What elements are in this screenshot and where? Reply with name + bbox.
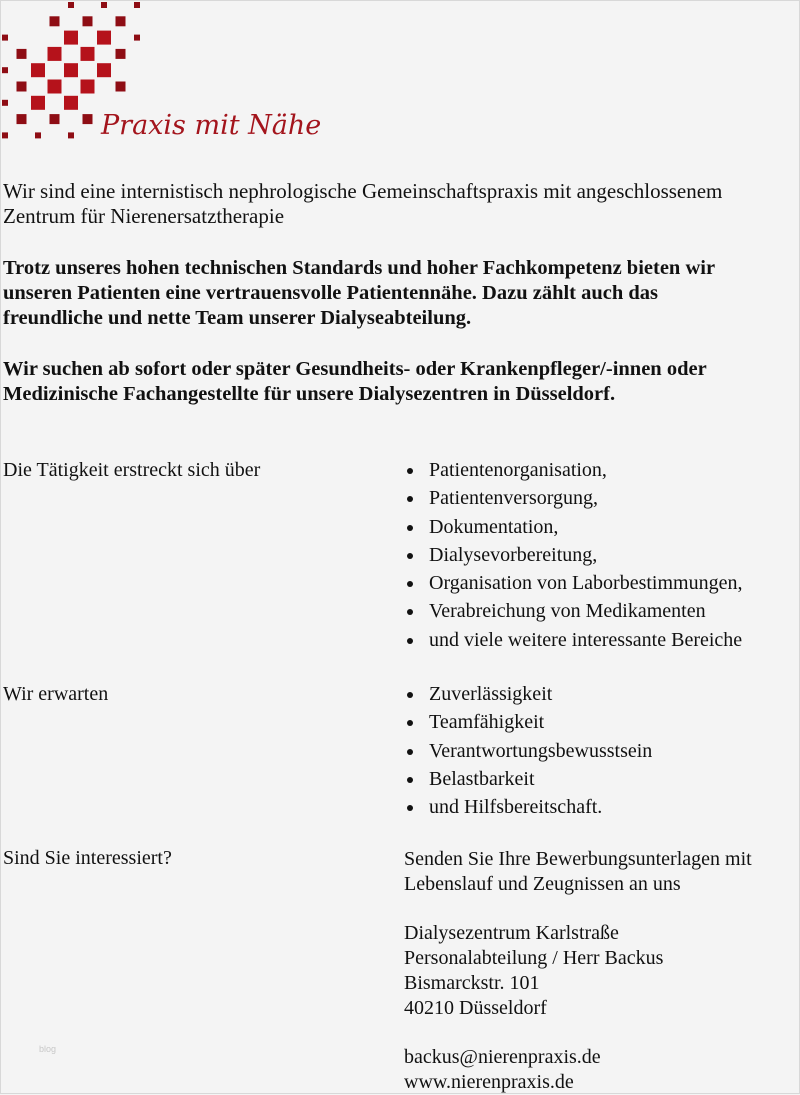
logo-square — [35, 132, 41, 138]
logo-square — [101, 2, 107, 8]
logo-square — [81, 47, 95, 61]
logo-wordmark: Praxis mit Nähe — [101, 110, 322, 141]
email-link[interactable]: backus@nierenpraxis.de — [404, 1046, 601, 1068]
logo-square — [31, 96, 45, 110]
logo-square — [48, 80, 62, 94]
logo-square — [134, 2, 140, 8]
list-item: Dokumentation, — [403, 513, 742, 541]
address-line-2: Personalabteilung / Herr Backus — [404, 947, 664, 969]
list-item: und viele weitere interessante Bereiche — [403, 626, 742, 654]
logo-square — [81, 80, 95, 94]
logo-square — [64, 63, 78, 77]
logo-square — [64, 31, 78, 45]
para1-line-3: freundliche und nette Team unserer Dialyseabteilung. — [3, 307, 472, 329]
logo-square — [97, 63, 111, 77]
logo-square — [2, 100, 8, 106]
para1-line-2: unseren Patienten eine vertrauensvolle Patientennähe. Dazu zählt auch das — [3, 282, 659, 304]
intro-line-2: Zentrum für Nierenersatztherapie — [3, 204, 285, 228]
list-item: Verabreichung von Medikamenten — [403, 597, 742, 625]
logo-square — [17, 114, 27, 124]
expect-label: Wir erwarten — [3, 683, 109, 705]
list-item: Teamfähigkeit — [403, 708, 652, 736]
interested-label: Sind Sie interessiert? — [3, 847, 172, 869]
logo-square — [17, 49, 27, 59]
website-link[interactable]: www.nierenpraxis.de — [404, 1071, 574, 1093]
list-item: Organisation von Laborbestimmungen, — [403, 569, 742, 597]
para2-line-1: Wir suchen ab sofort oder später Gesundheits- oder Krankenpfleger/-innen oder — [3, 358, 707, 380]
list-item: Belastbarkeit — [403, 765, 652, 793]
address-line-1: Dialysezentrum Karlstraße — [404, 922, 619, 944]
list-item: Verantwortungsbewusstsein — [403, 737, 652, 765]
logo-square — [2, 35, 8, 41]
logo-square — [31, 63, 45, 77]
address-line-4: 40210 Düsseldorf — [404, 997, 547, 1019]
apply-line-1: Senden Sie Ihre Bewerbungsunterlagen mit — [404, 848, 752, 870]
logo-square — [97, 31, 111, 45]
logo-square — [83, 16, 93, 26]
list-item: Zuverlässigkeit — [403, 680, 652, 708]
logo-square — [2, 67, 8, 73]
para1-line-1: Trotz unseres hohen technischen Standards und hoher Fachkompetenz bieten wir — [3, 257, 716, 279]
tasks-label: Die Tätigkeit erstreckt sich über — [3, 459, 261, 481]
intro-line-1: Wir sind eine internistisch nephrologische Gemeinschaftspraxis mit angeschlossenem — [3, 179, 723, 203]
logo-square — [2, 132, 8, 138]
practice-logo — [1, 1, 361, 151]
logo-square — [83, 114, 93, 124]
list-item: Dialysevorbereitung, — [403, 541, 742, 569]
tasks-list — [403, 456, 742, 654]
logo-square — [116, 16, 126, 26]
logo-square — [68, 132, 74, 138]
logo-square — [50, 16, 60, 26]
list-item: Patientenorganisation, — [403, 456, 742, 484]
logo-square — [134, 35, 140, 41]
logo-square — [48, 47, 62, 61]
address-line-3: Bismarckstr. 101 — [404, 972, 540, 994]
logo-square — [50, 114, 60, 124]
logo-square — [64, 96, 78, 110]
logo-square — [116, 49, 126, 59]
logo-square — [116, 82, 126, 92]
list-item: Patientenversorgung, — [403, 484, 742, 512]
logo-square — [68, 2, 74, 8]
apply-line-2: Lebenslauf und Zeugnissen an uns — [404, 873, 681, 895]
watermark: blog — [39, 1044, 57, 1054]
logo-square — [17, 82, 27, 92]
expect-list — [403, 680, 652, 821]
list-item: und Hilfsbereitschaft. — [403, 793, 652, 821]
para2-line-2: Medizinische Fachangestellte für unsere Dialysezentren in Düsseldorf. — [3, 383, 616, 405]
